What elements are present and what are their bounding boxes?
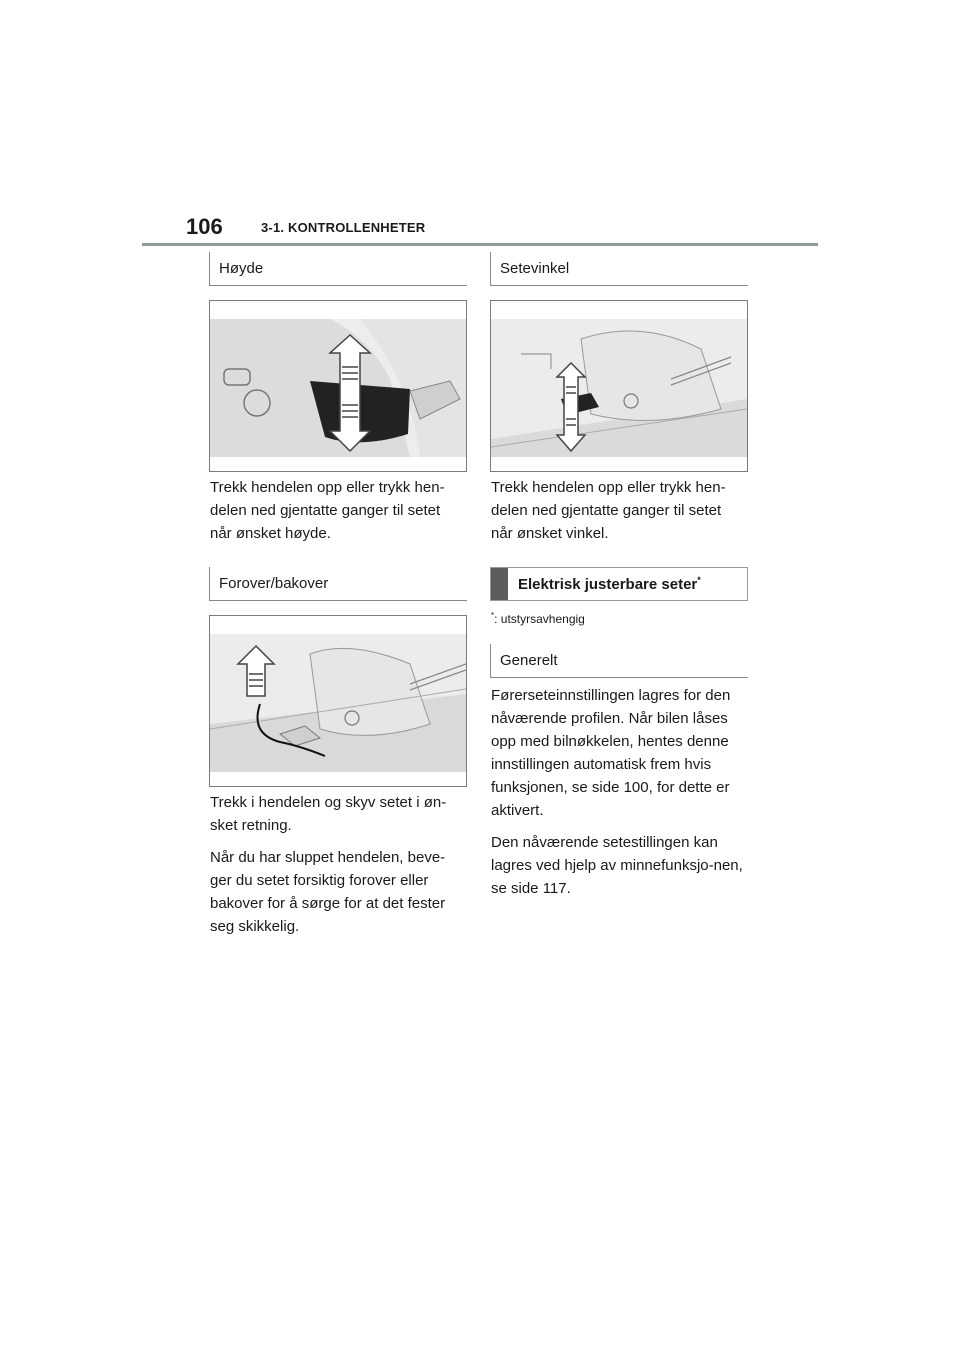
subheading-setevinkel: Setevinkel	[490, 252, 748, 286]
figure-seat-angle	[490, 300, 748, 472]
footnote-marker: *	[697, 575, 701, 585]
text-forover-2: Når du har sluppet hendelen, beve-ger du setet forsiktig forover eller bakover for å sørge for at det fester seg skikkelig.	[210, 849, 446, 935]
section-header-label: Elektrisk justerbare seter*	[518, 575, 701, 593]
section-header-elektrisk	[490, 567, 748, 601]
figure-seat-forward-back	[209, 615, 467, 787]
text-setevinkel: Trekk hendelen opp eller trykk hen-delen ned gjentatte ganger til setet når ønsket vinkel.	[491, 479, 726, 542]
text-generelt-1: Førerseteinnstillingen lagres for den nåværende profilen. Når bilen låses opp med bilnøkkelen, hentes denne innstillingen automatisk frem hvis funksjonen, se side 100, for dette er aktivert.	[491, 687, 731, 819]
seat-height-illustration	[210, 319, 466, 457]
left-column	[209, 252, 467, 938]
subheading-forover-bakover: Forover/bakover	[209, 567, 467, 601]
right-column	[490, 252, 748, 900]
text-hoyde: Trekk hendelen opp eller trykk hen-delen ned gjentatte ganger til setet når ønsket høyde.	[210, 479, 445, 542]
seat-angle-illustration	[491, 319, 747, 457]
seat-forward-back-illustration	[210, 634, 466, 772]
footnote: *: utstyrsavhengig	[491, 611, 585, 626]
section-header-bar	[491, 568, 508, 600]
chapter-title: 3-1. KONTROLLENHETER	[261, 220, 426, 235]
subheading-hoyde: Høyde	[209, 252, 467, 286]
text-forover-1: Trekk i hendelen og skyv setet i øn-sket retning.	[210, 794, 447, 834]
subheading-generelt: Generelt	[490, 644, 748, 678]
text-generelt-2: Den nåværende setestillingen kan lagres ved hjelp av minnefunksjo-nen, se side 117.	[491, 834, 743, 897]
header-rule	[142, 243, 818, 246]
page-number: 106	[186, 214, 223, 239]
figure-seat-height	[209, 300, 467, 472]
